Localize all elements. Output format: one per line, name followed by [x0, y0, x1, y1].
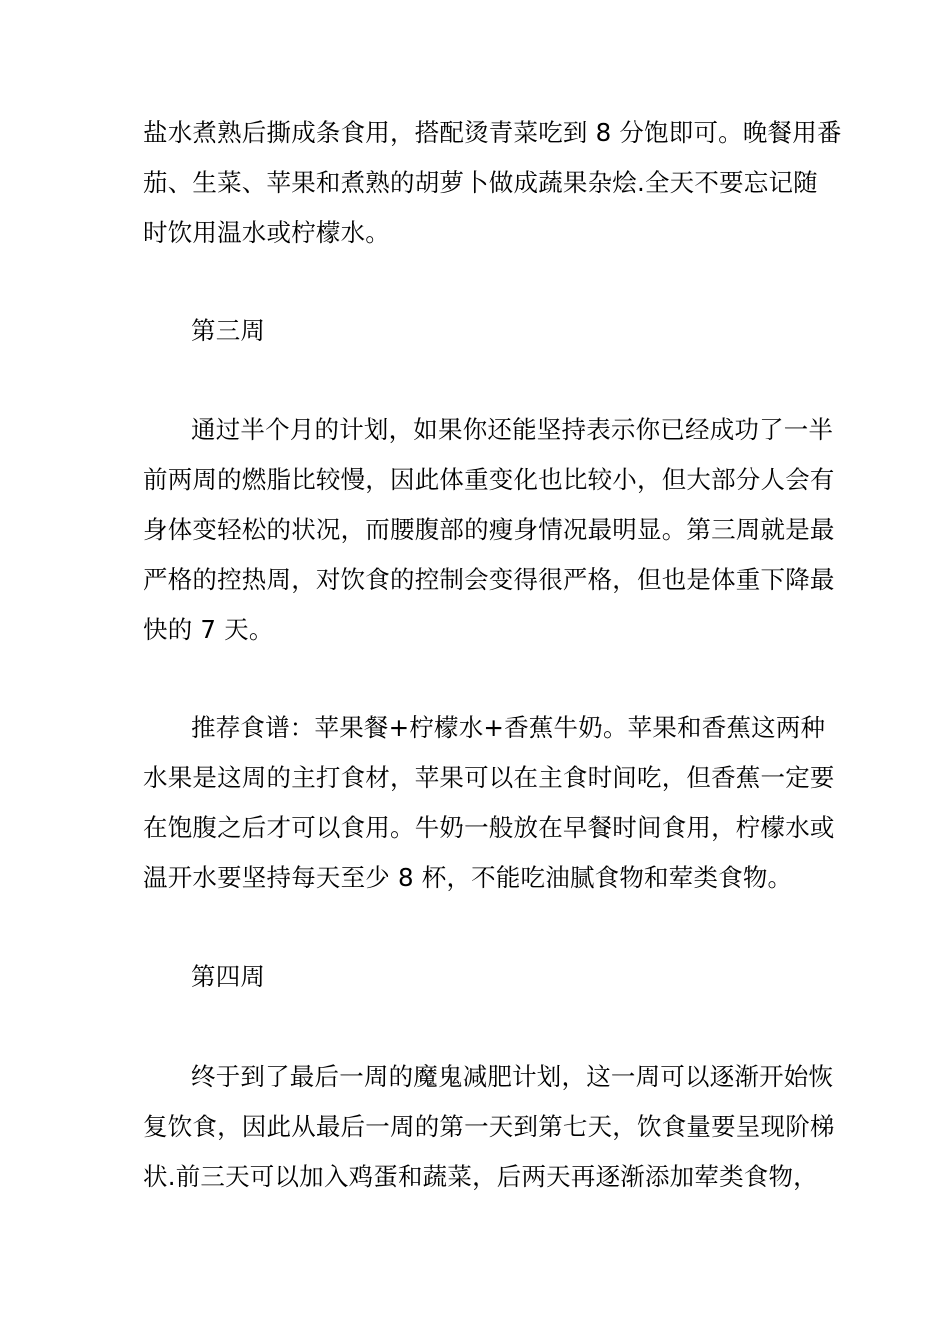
paragraph-line: 快的 7 天。	[143, 615, 274, 644]
paragraph-line: 身体变轻松的状况，而腰腹部的瘦身情况最明显。第三周就是最	[143, 515, 835, 544]
paragraph-line: 温开水要坚持每天至少 8 杯，不能吃油腻食物和荤类食物。	[143, 863, 793, 892]
paragraph-line: 盐水煮熟后撕成条食用，搭配烫青菜吃到 8 分饱即可。晚餐用番	[143, 118, 842, 147]
section-heading-week3: 第三周	[191, 316, 266, 345]
paragraph-line: 严格的控热周，对饮食的控制会变得很严格，但也是体重下降最	[143, 565, 835, 594]
paragraph-line: 在饱腹之后才可以食用。牛奶一般放在早餐时间食用，柠檬水或	[143, 813, 835, 842]
paragraph-line: 终于到了最后一周的魔鬼减肥计划，这一周可以逐渐开始恢	[191, 1062, 834, 1091]
paragraph-line: 茄、生菜、苹果和煮熟的胡萝卜做成蔬果杂烩.全天不要忘记随	[143, 168, 818, 197]
paragraph-line: 复饮食，因此从最后一周的第一天到第七天，饮食量要呈现阶梯	[143, 1112, 835, 1141]
paragraph-line: 水果是这周的主打食材，苹果可以在主食时间吃，但香蕉一定要	[143, 763, 835, 792]
paragraph-line: 时饮用温水或柠檬水。	[143, 218, 390, 247]
section-heading-week4: 第四周	[191, 962, 266, 991]
paragraph-line: 状.前三天可以加入鸡蛋和蔬菜，后两天再逐渐添加荤类食物，	[143, 1162, 818, 1191]
paragraph-line: 通过半个月的计划，如果你还能坚持表示你已经成功了一半	[191, 415, 834, 444]
paragraph-line: 前两周的燃脂比较慢，因此体重变化也比较小，但大部分人会有	[143, 465, 835, 494]
paragraph-line: 推荐食谱：苹果餐+柠檬水+香蕉牛奶。苹果和香蕉这两种	[191, 713, 826, 742]
